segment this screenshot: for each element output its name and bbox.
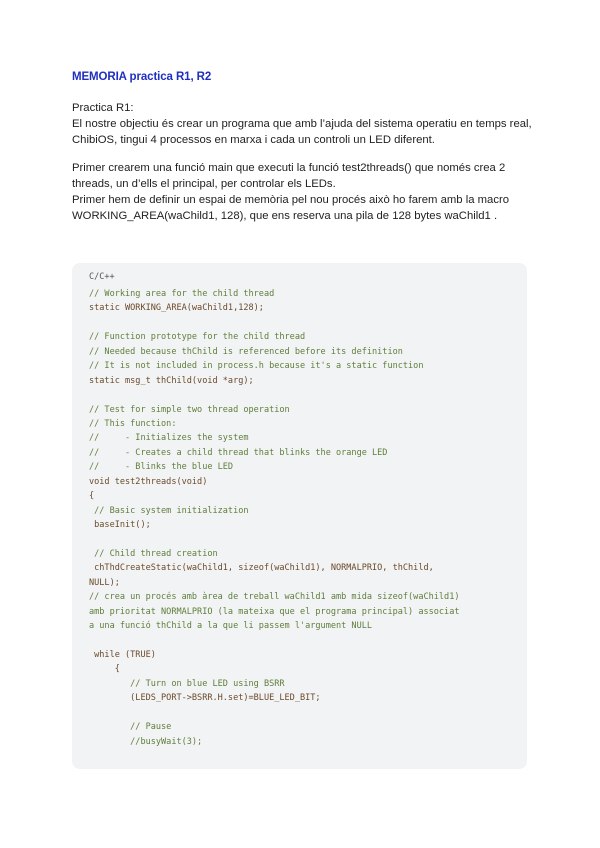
code-line: static WORKING_AREA(waChild1,128); (89, 303, 264, 314)
code-comment-line: // It is not included in process.h because it's a static function (89, 361, 424, 372)
code-line: NULL); (89, 577, 120, 588)
document-title: MEMORIA practica R1, R2 (72, 71, 212, 83)
code-language-label: C/C++ (89, 272, 115, 282)
intro-heading: Practica R1: (72, 102, 134, 114)
code-comment-line: // Needed because thChild is referenced before its definition (89, 346, 403, 357)
code-line: void test2threads(void) (89, 476, 208, 487)
code-comment-line: // Working area for the child thread (89, 289, 275, 299)
intro-line: ChibiOS, tingui 4 processos en marxa i cada un controli un LED diferent. (72, 134, 435, 146)
code-line: chThdCreateStatic(waChild1, sizeof(waChild1), NORMALPRIO, thChild, (89, 563, 434, 574)
description-line: Primer hem de definir un espai de memòria pel nou procés això ho farem amb la macro (72, 194, 510, 206)
code-blank-line (89, 532, 460, 546)
description-line: Primer crearem una funció main que executi la funció test2threads() que només crea 2 (72, 162, 506, 174)
code-comment-line: // Pause (89, 722, 172, 733)
code-comment-line: // Function prototype for the child thread (89, 332, 306, 343)
code-line: baseInit(); (89, 520, 151, 530)
code-blank-line (89, 316, 460, 330)
code-comment-line: // crea un procés amb àrea de treball waChild1 amb mida sizeof(waChild1) (89, 592, 460, 603)
code-content (89, 287, 460, 749)
code-comment-line: //busyWait(3); (89, 736, 203, 747)
intro-paragraph (72, 100, 532, 148)
code-comment-line: a una funció thChild a la que li passem l'argument NULL (89, 621, 373, 632)
code-blank-line (89, 706, 460, 720)
code-line: { (89, 664, 120, 675)
code-line: (LEDS_PORT->BSRR.H.set)=BLUE_LED_BIT; (89, 693, 321, 704)
code-line: { (89, 491, 95, 502)
description-paragraph (72, 160, 532, 224)
code-comment-line: // - Blinks the blue LED (89, 462, 234, 473)
description-line: WORKING_AREA(waChild1, 128), que ens reserva una pila de 128 bytes waChild1 . (72, 210, 498, 222)
code-comment-line: // - Initializes the system (89, 433, 249, 444)
code-comment-line: amb prioritat NORMALPRIO (la mateixa que el programa principal) associat (89, 606, 460, 617)
code-comment-line: // Child thread creation (89, 548, 218, 559)
code-comment-line: // Basic system initialization (89, 505, 249, 516)
code-comment-line: // - Creates a child thread that blinks the orange LED (89, 447, 388, 458)
code-comment-line: // This function: (89, 418, 177, 429)
code-blank-line (89, 388, 460, 402)
description-line: threads, un d’ells el principal, per controlar els LEDs. (72, 178, 336, 190)
code-comment-line: // Test for simple two thread operation (89, 404, 290, 415)
intro-line: El nostre objectiu és crear un programa que amb l’ajuda del sistema operatiu en temps real, (72, 118, 532, 130)
code-comment-line: // Turn on blue LED using BSRR (89, 678, 285, 689)
code-line: while (TRUE) (89, 649, 156, 660)
code-block (72, 263, 527, 769)
code-blank-line (89, 634, 460, 648)
code-line: static msg_t thChild(void *arg); (89, 375, 254, 386)
